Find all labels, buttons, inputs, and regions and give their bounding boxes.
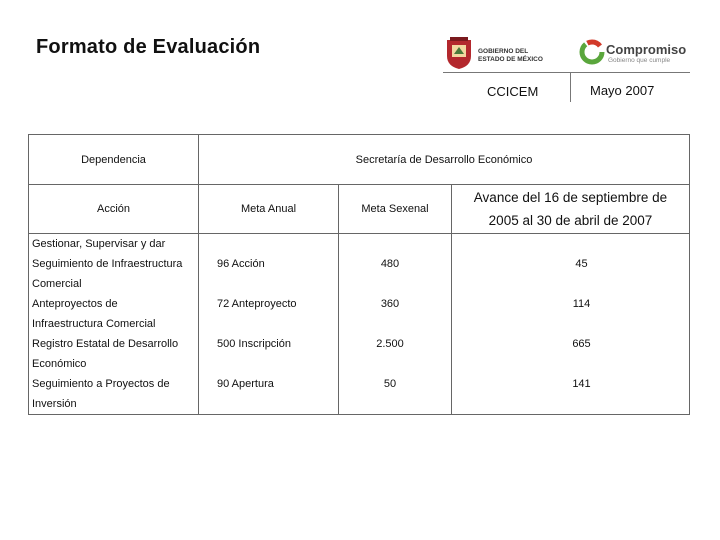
- header-accion: Acción: [29, 185, 199, 234]
- header-avance: Avance del 16 de septiembre de 2005 al 30 de abril de 2007: [452, 185, 690, 234]
- unit-label: CCICEM: [487, 84, 539, 99]
- column-header-row: [29, 185, 690, 234]
- compromiso-name: Compromiso: [606, 42, 687, 57]
- compromiso-tagline: Gobierno que cumple: [608, 57, 671, 64]
- meta-anual-column: [199, 234, 339, 415]
- meta-sexenal-value: 2.500: [376, 338, 404, 350]
- compromiso-logo: [578, 38, 688, 70]
- gobierno-estado-mexico-logo: [444, 36, 564, 72]
- state-seal-icon: [444, 36, 474, 70]
- accion-text: Económico: [32, 358, 87, 370]
- accion-text: Comercial: [32, 278, 82, 290]
- accion-column: [29, 234, 199, 415]
- avance-value: 665: [572, 338, 591, 350]
- header-meta-sexenal: Meta Sexenal: [339, 185, 452, 234]
- meta-sexenal-value: 50: [383, 378, 397, 390]
- evaluation-table: [28, 134, 690, 415]
- header-vertical-divider: [570, 72, 571, 102]
- meta-sexenal-column: [339, 234, 452, 415]
- accion-text: Registro Estatal de Desarrollo: [32, 338, 179, 350]
- table-body: [29, 234, 690, 415]
- avance-value: 114: [572, 298, 591, 310]
- gob-logo-text: GOBIERNO DEL ESTADO DE MÉXICO: [478, 48, 543, 63]
- page-title: Formato de Evaluación: [36, 36, 261, 58]
- dependencia-row: [29, 135, 690, 185]
- accion-text: Gestionar, Supervisar y dar: [32, 238, 166, 250]
- date-label: Mayo 2007: [590, 83, 655, 98]
- avance-value: 45: [575, 258, 588, 270]
- accion-text: Infraestructura Comercial: [32, 318, 156, 330]
- dependencia-label: Dependencia: [29, 135, 199, 185]
- meta-anual-value: 90 Apertura: [217, 378, 274, 390]
- header-meta-anual: Meta Anual: [199, 185, 339, 234]
- header-divider: [443, 72, 690, 73]
- meta-sexenal-value: 360: [380, 298, 400, 310]
- accion-text: Seguimiento de Infraestructura: [32, 258, 183, 270]
- meta-anual-value: 96 Acción: [217, 258, 265, 270]
- meta-anual-value: 72 Anteproyecto: [217, 298, 297, 310]
- compromiso-ring-icon: [578, 38, 606, 66]
- accion-text: Anteproyectos de: [32, 298, 118, 310]
- accion-text: Inversión: [32, 398, 77, 410]
- meta-sexenal-value: 480: [380, 258, 400, 270]
- meta-anual-value: 500 Inscripción: [217, 338, 291, 350]
- dependencia-value: Secretaría de Desarrollo Económico: [199, 135, 690, 185]
- avance-column: [452, 234, 690, 415]
- accion-text: Seguimiento a Proyectos de: [32, 378, 170, 390]
- avance-value: 141: [572, 378, 591, 390]
